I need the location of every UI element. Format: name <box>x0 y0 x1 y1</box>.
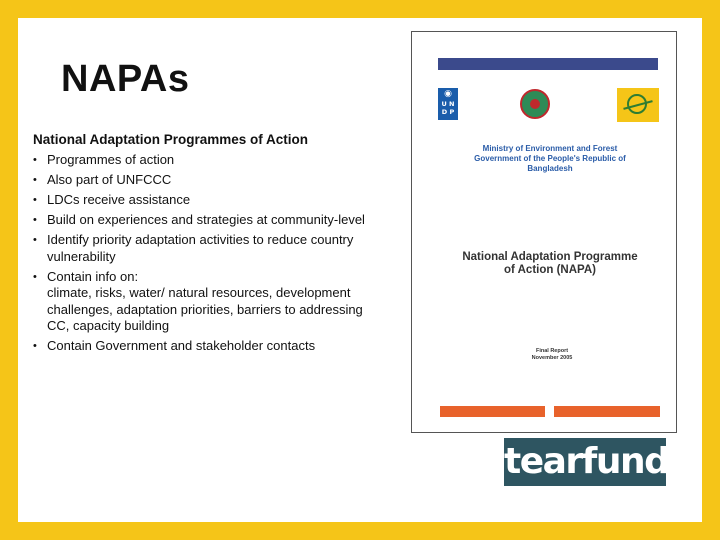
bullet-item-info <box>33 269 383 335</box>
slide-subtitle: National Adaptation Programmes of Action <box>33 132 309 147</box>
undp-line: U N <box>441 100 455 108</box>
cover-title-line: of Action (NAPA) <box>504 264 596 276</box>
ministry-heading <box>442 144 658 174</box>
bullet-item: • Programmes of action <box>33 152 383 169</box>
cover-title-line: National Adaptation Programme <box>462 251 638 263</box>
tearfund-logo: tearfund <box>504 438 666 486</box>
bullet-list <box>33 152 383 358</box>
cover-bottom-bar-right <box>554 406 660 417</box>
bullet-item: • LDCs receive assistance <box>33 192 383 209</box>
bullet-item: • Build on experiences and strategies at community-level <box>33 212 383 229</box>
bullet-item: • Identify priority adaptation activities to reduce country vulnerability <box>33 232 383 265</box>
undp-globe-icon: ◉ <box>444 89 452 99</box>
ministry-line: Bangladesh <box>527 164 573 173</box>
cover-top-bar <box>438 58 658 70</box>
bullet-info-heading: Contain info on: <box>47 268 139 284</box>
cover-title <box>432 251 668 277</box>
final-report-date: November 2005 <box>531 355 573 361</box>
undp-logo <box>438 88 458 120</box>
cover-final-report <box>492 348 612 362</box>
final-report-label: Final Report <box>535 348 569 354</box>
bangladesh-emblem-icon <box>520 89 550 119</box>
napa-document-cover <box>411 31 677 433</box>
bullet-info-detail: climate, risks, water/ natural resources, development challenges, adaptation priorities, barriers to addressing CC, capacity building <box>47 285 363 333</box>
undp-line: D P <box>441 108 455 116</box>
slide-title: NAPAs <box>61 58 190 100</box>
ministry-line: Ministry of Environment and Forest <box>482 144 618 153</box>
cover-bottom-bar-left <box>440 406 545 417</box>
bullet-item: • Contain Government and stakeholder contacts <box>33 338 383 355</box>
bullet-item: • Also part of UNFCCC <box>33 172 383 189</box>
gef-logo-icon <box>617 88 659 122</box>
ministry-line: Government of the People's Republic of <box>474 154 626 163</box>
